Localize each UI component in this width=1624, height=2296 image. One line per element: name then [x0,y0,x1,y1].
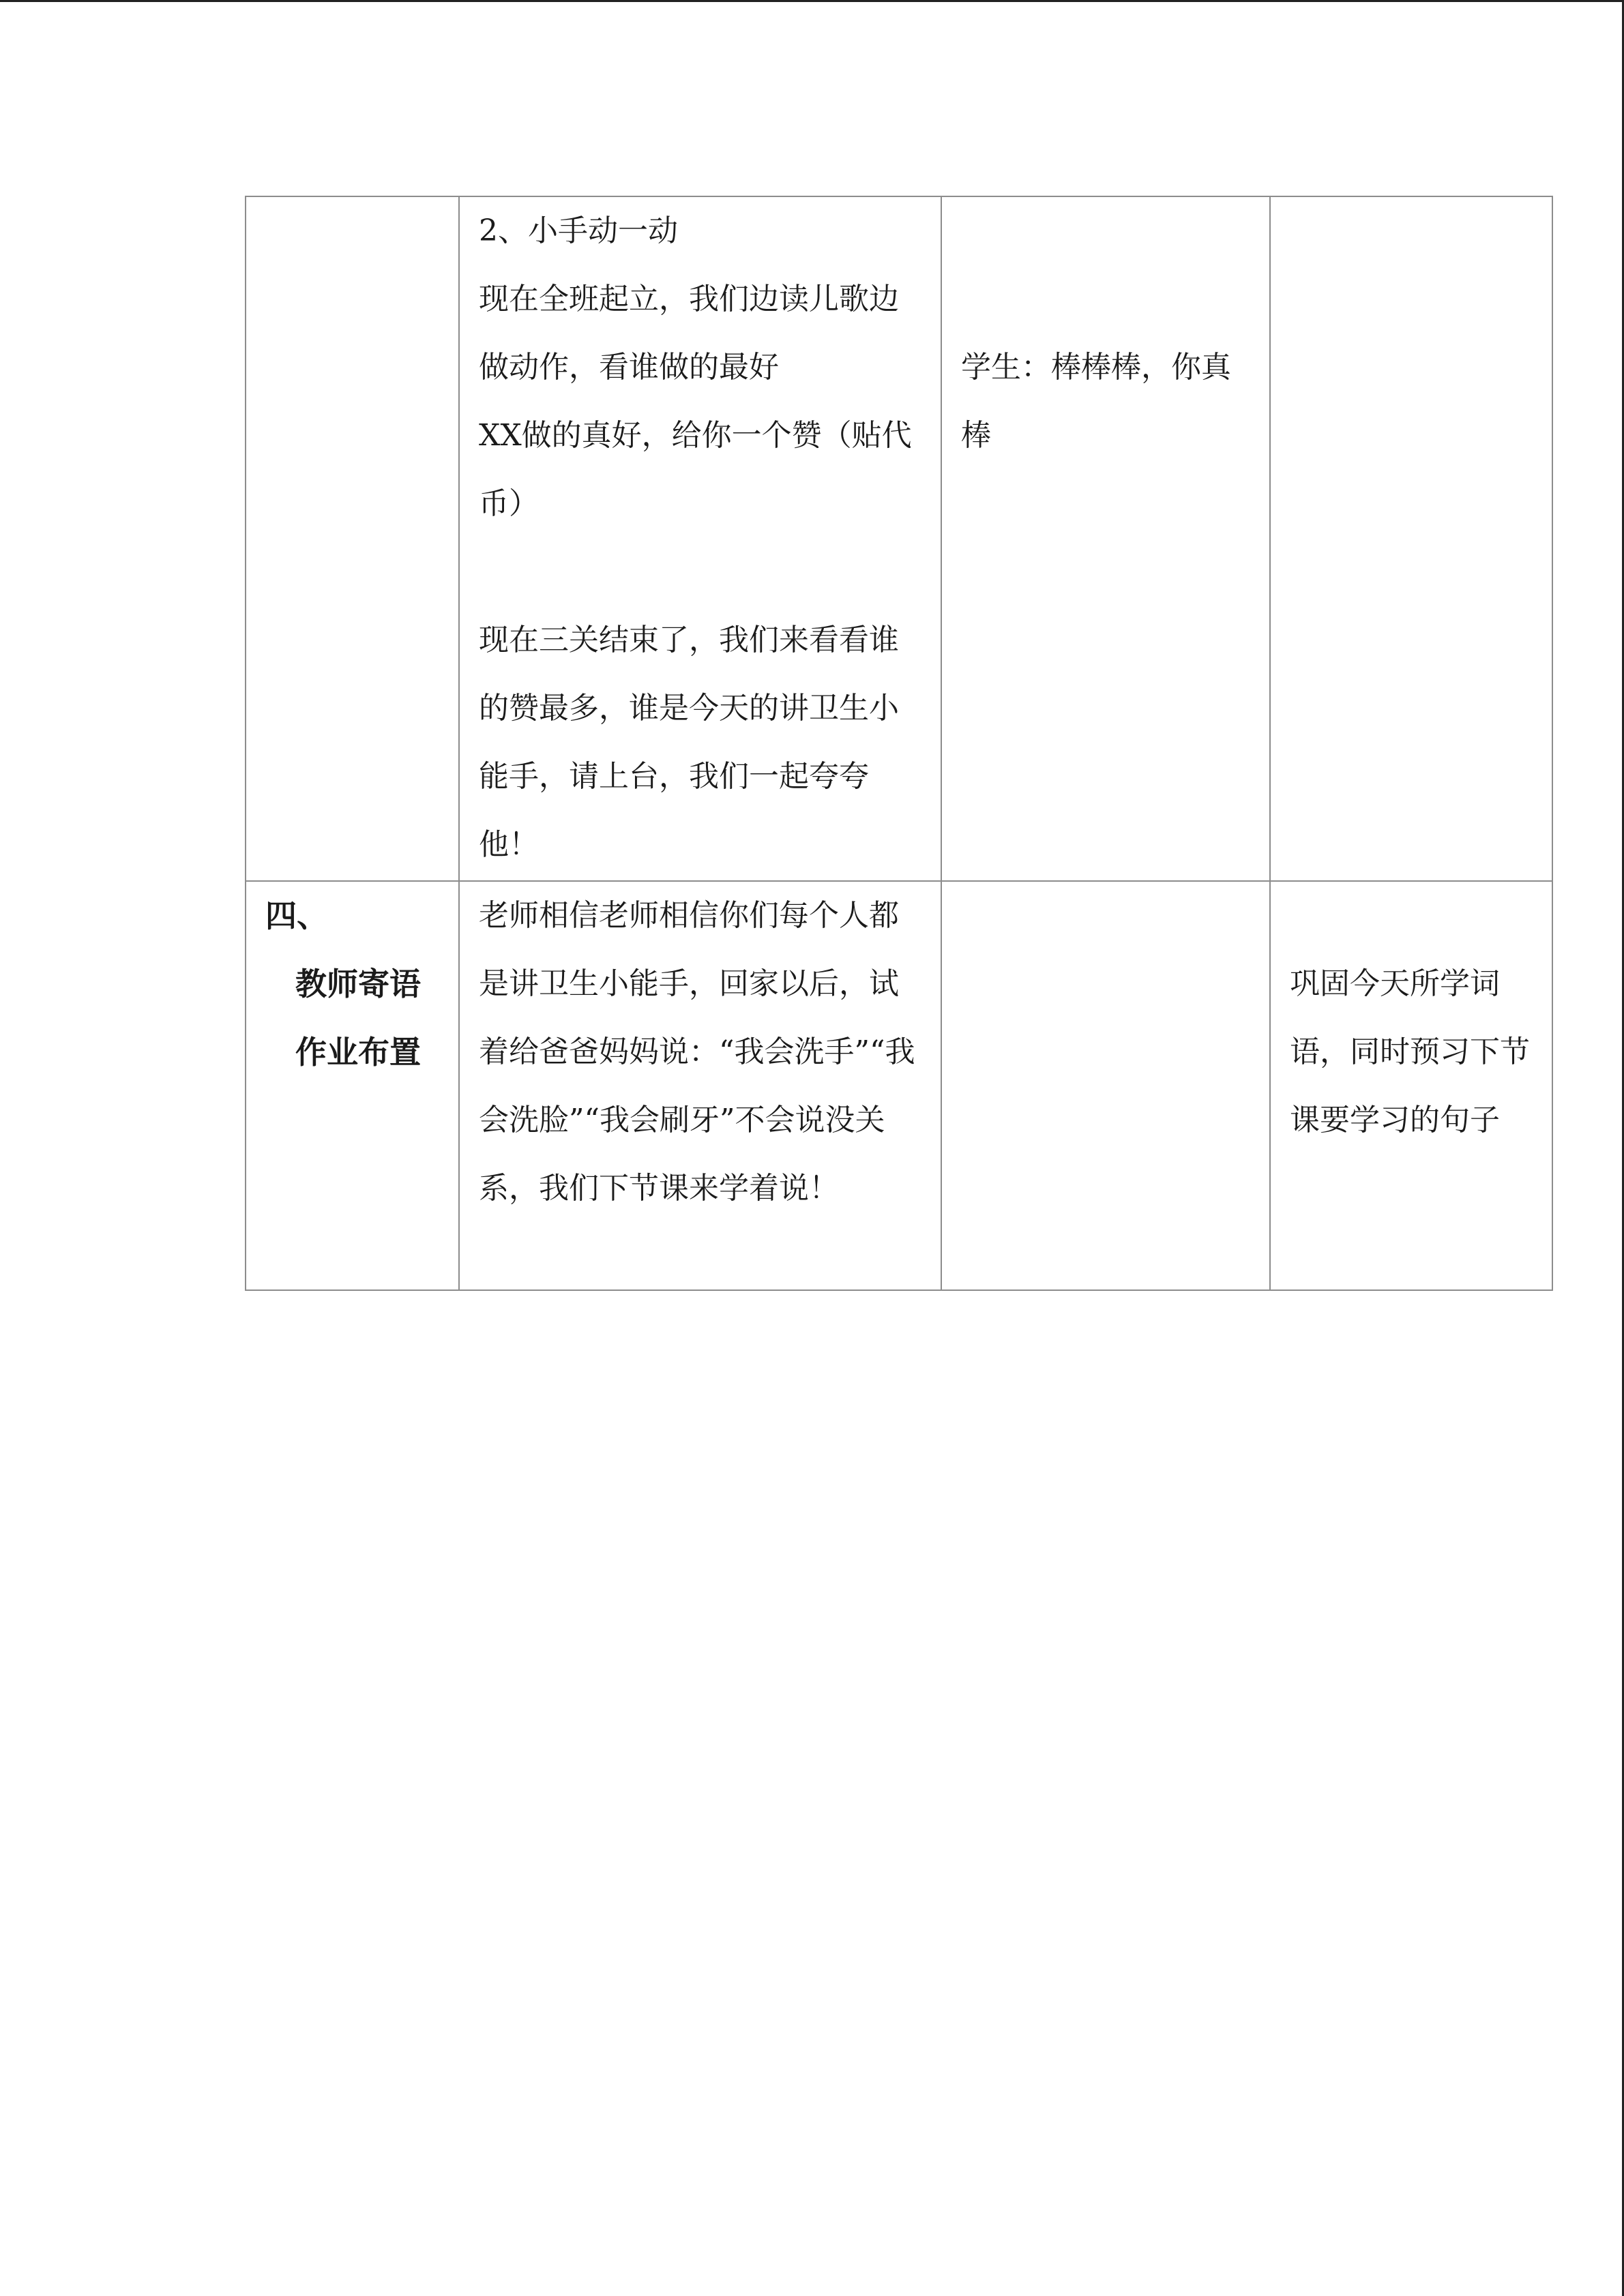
table-row [246,881,1552,1290]
page-border-top [0,0,1624,2]
stage-cell [246,881,459,1290]
design-intent-cell [1270,881,1552,1290]
teacher-activity-text: 2、小手动一动 现在全班起立，我们边读儿歌边做动作，看谁做的最好 XX做的真好，给你一个赞（贴代币） 现在三关结束了，我们来看看谁的赞最多，谁是今天的讲卫生小能手，请上台，我们一起夸夸他！ [479,213,912,862]
student-activity-text: 学生：棒棒棒，你真棒 [961,350,1231,453]
student-activity-cell [941,196,1270,881]
teacher-activity-cell [459,196,941,881]
design-intent-text: 巩固今天所学词语，同时预习下节课要学习的句子 [1290,966,1530,1137]
design-intent-cell [1270,196,1552,881]
teacher-activity-text: 老师相信老师相信你们每个人都是讲卫生小能手，回家以后，试着给爸爸妈妈说：“我会洗手”“我会洗脸”“我会刷牙”不会说没关系，我们下节课来学着说！ [479,898,915,1206]
stage-title: 教师寄语 [295,966,421,1002]
lesson-plan-table [245,196,1553,1291]
table-row [246,196,1552,881]
student-activity-cell [941,881,1270,1290]
stage-subtitle: 作业布置 [295,1034,421,1071]
teacher-activity-cell [459,881,941,1290]
stage-number: 四、 [265,897,328,934]
stage-cell [246,196,459,881]
